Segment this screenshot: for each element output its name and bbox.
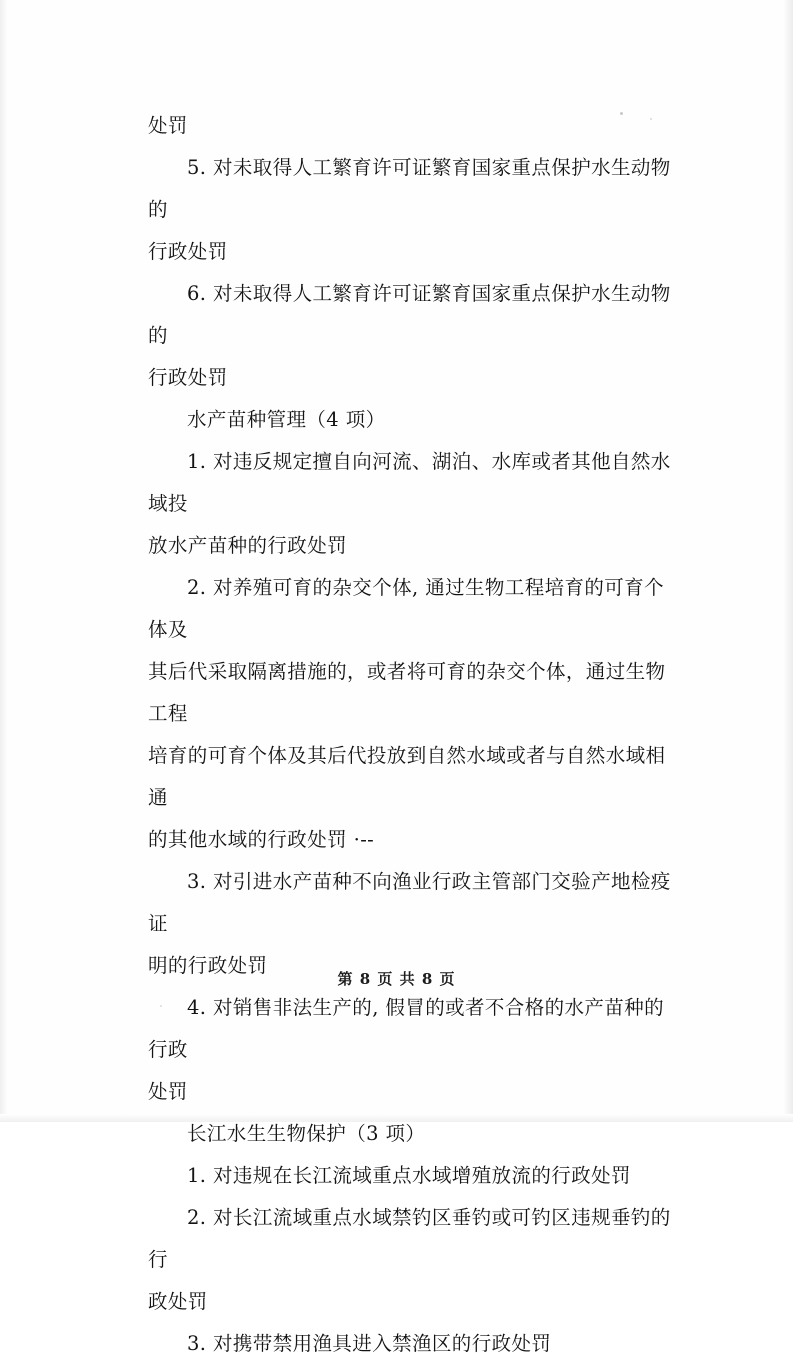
document-line: 2. 对长江流域重点水域禁钓区垂钓或可钓区违规垂钓的行 [148,1206,671,1271]
document-line: 培育的可育个体及其后代投放到自然水域或者与自然水域相通 [148,744,666,809]
document-line: 政处罚 [148,1290,208,1313]
document-line: 其后代采取隔离措施的，或者将可育的杂交个体，通过生物工程 [148,660,666,725]
document-line: 6. 对未取得人工繁育许可证繁育国家重点保护水生动物的 [148,282,671,347]
document-body [148,105,678,1365]
document-line: 长江水生生物保护（3 项） [187,1122,426,1145]
document-line: 处罚 [148,114,188,137]
document-line: 行政处罚 [148,366,228,389]
document-line: 水产苗种管理（4 项） [187,408,386,431]
document-line: 3. 对引进水产苗种不向渔业行政主管部门交验产地检疫证 [148,870,671,935]
document-line: 1. 对违反规定擅自向河流、湖泊、水库或者其他自然水域投 [148,450,671,515]
document-line: 3. 对携带禁用渔具进入禁渔区的行政处罚 [187,1332,552,1355]
document-line: 的其他水域的行政处罚 ·-- [148,828,375,851]
page-right-edge-shadow [783,0,793,1122]
document-line: 4. 对销售非法生产的, 假冒的或者不合格的水产苗种的行政 [148,996,665,1061]
document-line: 行政处罚 [148,240,228,263]
document-line: 放水产苗种的行政处罚 [148,534,348,557]
page-footer: 第 8 页 共 8 页 [337,970,456,988]
document-line: 处罚 [148,1080,188,1103]
document-line: 明的行政处罚 [148,954,268,977]
document-line: 2. 对养殖可育的杂交个体, 通过生物工程培育的可育个体及 [148,576,665,641]
page-left-edge-shadow [0,0,8,1122]
document-line: 5. 对未取得人工繁育许可证繁育国家重点保护水生动物的 [148,156,671,221]
document-line: 1. 对违规在长江流域重点水域增殖放流的行政处罚 [187,1164,631,1187]
